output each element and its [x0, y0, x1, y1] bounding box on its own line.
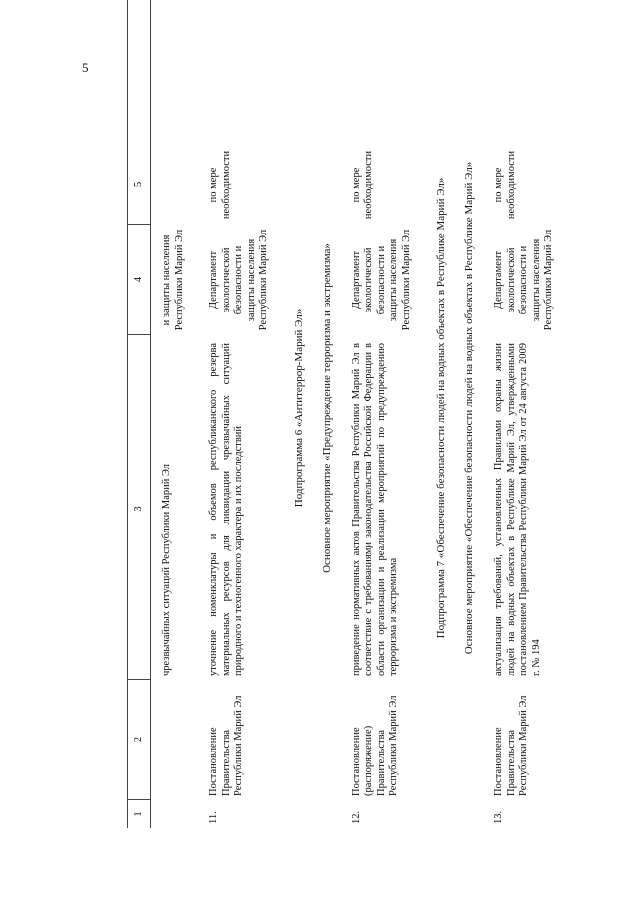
- header-col-3: 3: [128, 335, 150, 680]
- subprogram-6-heading: Подпрограмма 6 «Антитеррор-Марий Эл»: [292, 308, 305, 508]
- plan-table: [127, 0, 572, 828]
- header-col-1: 1: [133, 811, 144, 817]
- header-col-5: 5: [128, 145, 150, 225]
- row-description: приведение нормативных актов Правительства Республики Марий Эл в соответствие с требованиями законодательства Российской Федерации в области организации и реализации мероприятий по предупреждению терроризма и экстремизма: [350, 343, 399, 676]
- row-number: 12.: [350, 810, 362, 824]
- header-col-4: 4: [128, 225, 150, 335]
- main-activity-6-heading: Основное мероприятие «Предупреждение терроризма и экстремизма»: [320, 243, 333, 573]
- row-document-type: Постановление (распоряжение) Правительства Республики Марий Эл: [350, 695, 399, 796]
- row-number: 11.: [208, 811, 219, 824]
- row-document-type: Постановление Правительства Республики Марий Эл: [493, 695, 529, 796]
- table-header: [127, 0, 151, 828]
- continuation-description: чрезвычайных ситуаций Республики Марий Эл: [161, 463, 172, 676]
- continuation-executor: и защиты населения Республики Марий Эл: [161, 229, 185, 331]
- subprogram-7-heading: Подпрограмма 7 «Обеспечение безопасности людей на водных объектах в Республике Марий Эл»: [435, 177, 447, 639]
- row-executor: Департамент экологической безопасности и защиты населения Республики Марий Эл: [493, 229, 554, 331]
- row-term: по мере необходимости: [493, 150, 517, 220]
- header-col-2: 2: [128, 680, 150, 800]
- row-term: по мере необходимости: [350, 150, 374, 220]
- row-executor: Департамент экологической безопасности и защиты населения Республики Марий Эл: [350, 229, 412, 331]
- table-row: [487, 0, 572, 828]
- table-row: [345, 0, 430, 828]
- row-term: по мере необходимости: [208, 150, 232, 220]
- row-document-type: Постановление Правительства Республики Марий Эл: [208, 695, 244, 796]
- row-description: актуализация требований, установленных Правилами охраны жизни людей на водных объектах в Республике Марий Эл, утвержденными постановлением Правительства Республики Марий Эл от 24 августа 2009 г. № 194: [493, 343, 542, 676]
- row-executor: Департамент экологической безопасности и защиты населения Республики Марий Эл: [208, 229, 269, 331]
- continuation-row: [151, 0, 202, 828]
- row-description: уточнение номенклатуры и объемов республиканского резерва материальных ресурсов для ликвидации чрезвычайных ситуаций природного и техногенного характера и их последствий: [208, 343, 244, 676]
- row-number: 13.: [493, 810, 504, 824]
- main-activity-7-heading: Основное мероприятие «Обеспечение безопасности людей на водных объектах в Республике Марий Эл»: [463, 161, 475, 655]
- table-row: [202, 0, 287, 828]
- page-number: 5: [82, 60, 89, 75]
